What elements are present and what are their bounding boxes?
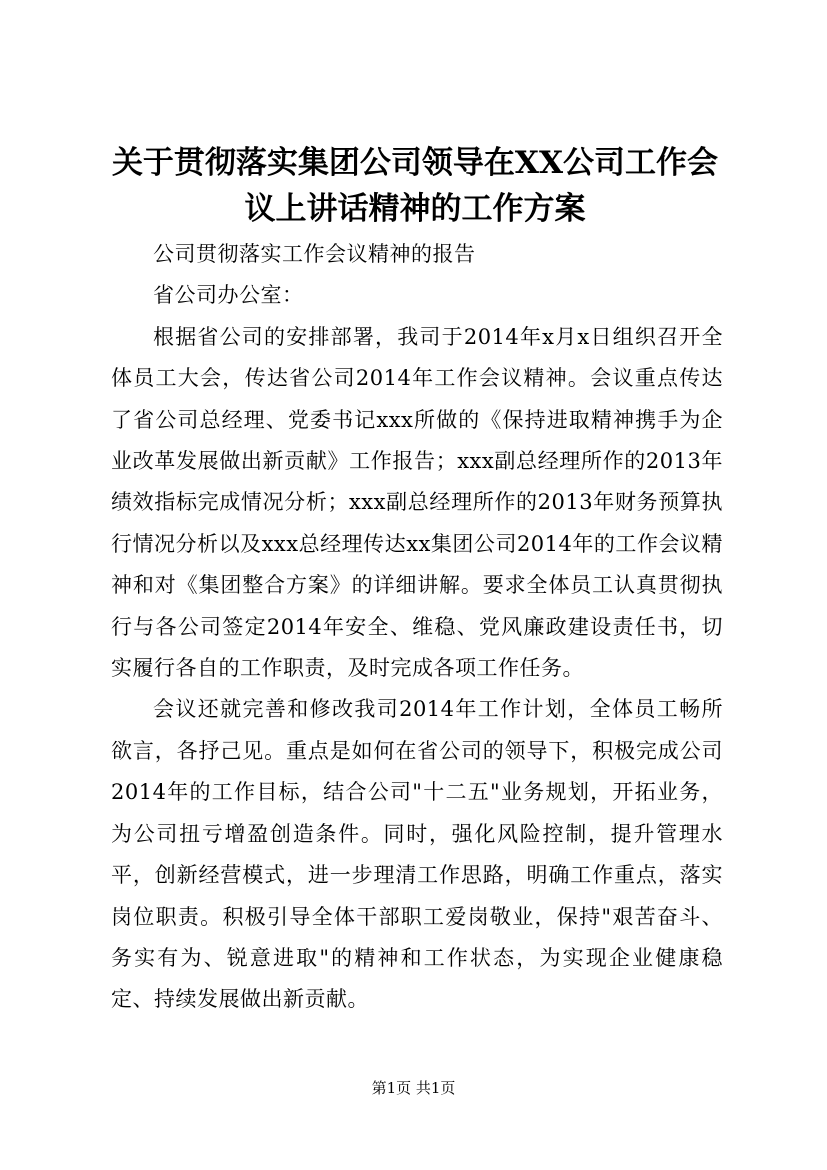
document-title: [100, 140, 730, 232]
document-body: [111, 234, 723, 1021]
report-heading: 公司贯彻落实工作会议精神的报告: [153, 242, 476, 266]
page-footer: 第1页 共1页: [371, 1079, 456, 1097]
title-line-1: 关于贯彻落实集团公司领导在XX公司工作会: [111, 145, 719, 181]
title-line-2: 议上讲话精神的工作方案: [244, 191, 586, 227]
body-paragraph: 根据省公司的安排部署，我司于2014年x月x日组织召开全体员工大会，传达省公司2014年工作会议精神。会议重点传达了省公司总经理、党委书记xxx所做的《保持进取精神携手为企业改革发展做出新贡献》工作报告；xxx副总经理所作的2013年绩效指标完成情况分析；xxx副总经理所作的2013年财务预算执行情况分析以及xxx总经理传达xx集团公司2014年的工作会议精神和对《集团整合方案》的详细讲解。要求全体员工认真贯彻执行与各公司签定2014年安全、维稳、党风廉政建设责任书，切实履行各自的工作职责，及时完成各项工作任务。: [111, 324, 723, 681]
body-paragraph: 会议还就完善和修改我司2014年工作计划，全体员工畅所欲言，各抒己见。重点是如何在省公司的领导下，积极完成公司2014年的工作目标，结合公司"十二五"业务规划，开拓业务，为公司扭亏增盈创造条件。同时，强化风险控制，提升管理水平，创新经营模式，进一步理清工作思路，明确工作重点，落实岗位职责。积极引导全体干部职工爱岗敬业，保持"艰苦奋斗、务实有为、锐意进取"的精神和工作状态，为实现企业健康稳定、持续发展做出新贡献。: [111, 697, 723, 1012]
addressee: 省公司办公室：: [153, 283, 304, 308]
